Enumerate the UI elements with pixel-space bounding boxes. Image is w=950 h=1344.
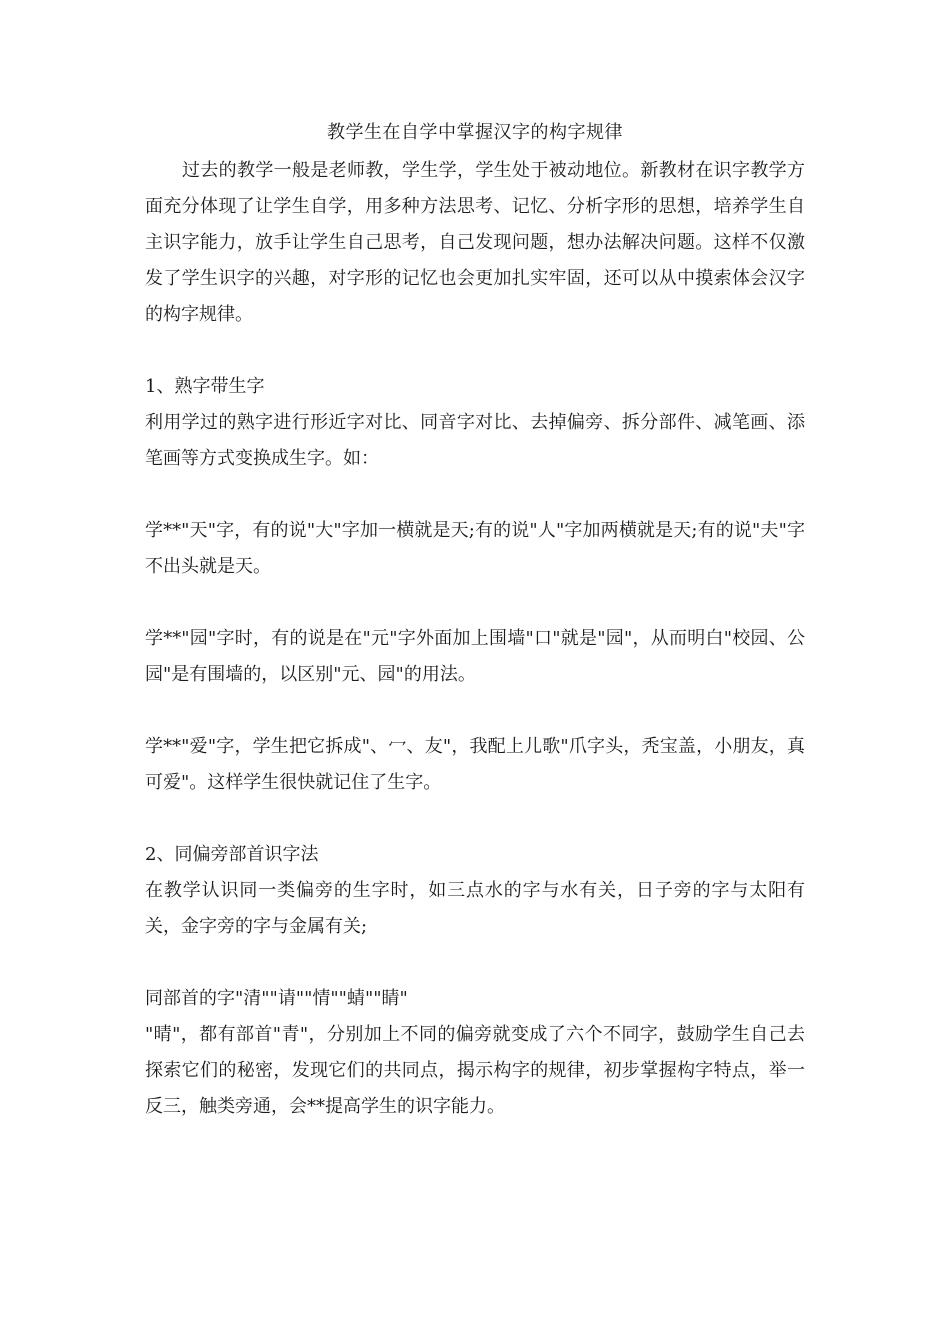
paragraph-spacer [145,333,805,369]
section-1-body: 利用学过的熟字进行形近字对比、同音字对比、去掉偏旁、拆分部件、减笔画、添笔画等方式变换成生字。如： [145,412,805,469]
paragraph-spacer [145,945,805,981]
section-2-heading: 2、同偏旁部首识字法 [145,844,319,865]
section-2-line-2: "晴"，都有部首"青"，分别加上不同的偏旁就变成了六个不同字，鼓励学生自己去探索它们的秘密，发现它们的共同点，揭示构字的规律，初步掌握构字特点，举一反三，触类旁通，会**提高学生的识字能力。 [145,1024,805,1117]
section-2-line-1: 同部首的字"清""请""情""蜻""睛" [145,988,408,1009]
example-yuan: 学**"园"字时，有的说是在"元"字外面加上围墙"口"就是"园"，从而明白"校园、公园"是有围墙的，以区别"元、园"的用法。 [145,628,805,685]
example-tian: 学**"天"字，有的说"大"字加一横就是天;有的说"人"字加两横就是天;有的说"夫"字不出头就是天。 [145,520,805,577]
document-body [145,153,805,1125]
section-1-heading: 1、熟字带生字 [145,376,265,397]
document-title: 教学生在自学中掌握汉字的构字规律 [327,122,623,143]
paragraph-spacer [145,801,805,837]
paragraph-spacer [145,477,805,513]
paragraph-spacer [145,693,805,729]
intro-paragraph: 过去的教学一般是老师教，学生学，学生处于被动地位。新教材在识字教学方面充分体现了让学生自学，用多种方法思考、记忆、分析字形的思想，培养学生自主识字能力，放手让学生自己思考，自己发现问题，想办法解决问题。这样不仅激发了学生识字的兴趣，对字形的记忆也会更加扎实牢固，还可以从中摸索体会汉字的构字规律。 [145,160,805,325]
example-ai: 学**"爱"字，学生把它拆成"、冖、友"，我配上儿歌"爪字头，秃宝盖，小朋友，真可爱"。这样学生很快就记住了生字。 [145,736,805,793]
section-2-body: 在教学认识同一类偏旁的生字时，如三点水的字与水有关，日子旁的字与太阳有关，金字旁的字与金属有关; [145,880,805,937]
paragraph-spacer [145,585,805,621]
